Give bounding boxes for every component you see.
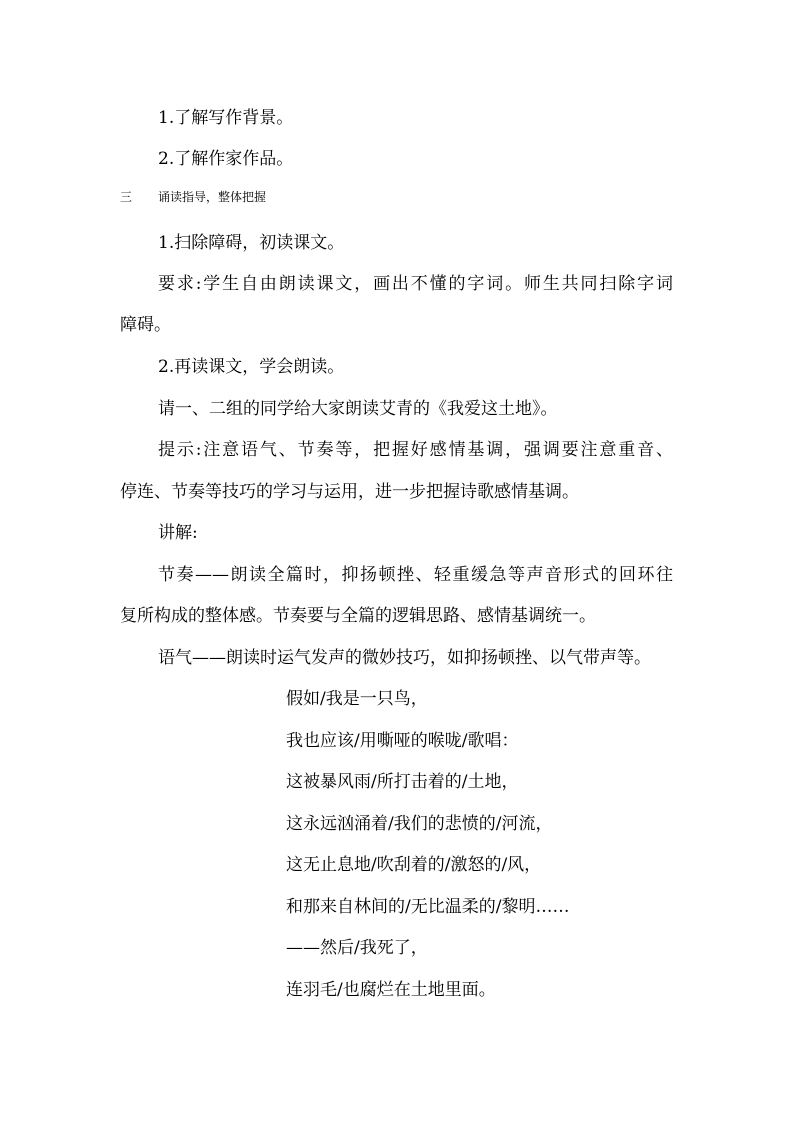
poem-line: 我也应该/用嘶哑的喉咙/歌唱：	[286, 731, 519, 751]
section2-item-1: 1.了解写作背景。	[158, 108, 294, 128]
section3-number: 三	[120, 190, 133, 204]
poem-line: 这被暴风雨/所打击着的/土地，	[286, 772, 519, 792]
poem-line: 连羽毛/也腐烂在土地里面。	[286, 980, 496, 1000]
rhythm-line1: 节奏——朗读全篇时，抑扬顿挫、轻重缓急等声音形式的回环往	[158, 565, 673, 585]
step1-requirement-line1: 要求:学生自由朗读课文，画出不懂的字词。师生共同扫除字词	[158, 274, 673, 294]
poem-line: 假如/我是一只鸟，	[286, 689, 428, 709]
step2-hint-line1: 提示:注意语气、节奏等，把握好感情基调，强调要注意重音、	[158, 440, 673, 460]
step1-title: 1.扫除障碍，初读课文。	[158, 233, 345, 253]
step2-hint-line2: 停连、节奏等技巧的学习与运用，进一步把握诗歌感情基调。	[120, 482, 579, 502]
section3-title: 诵读指导，整体把握	[158, 190, 267, 204]
rhythm-line2: 复所构成的整体感。节奏要与全篇的逻辑思路、感情基调统一。	[120, 606, 596, 626]
section3-heading	[120, 189, 266, 205]
tone-line: 语气——朗读时运气发声的微妙技巧，如抑扬顿挫、以气带声等。	[158, 648, 651, 668]
poem-line: 这无止息地/吹刮着的/激怒的/风，	[286, 855, 542, 875]
explanation-label: 讲解:	[158, 523, 198, 543]
poem-line: ——然后/我死了，	[286, 938, 428, 958]
section2-item-2: 2.了解作家作品。	[158, 149, 294, 169]
step2-invite: 请一、二组的同学给大家朗读艾青的《我爱这土地》。	[158, 399, 558, 419]
step2-title: 2.再读课文，学会朗读。	[158, 357, 345, 377]
step1-requirement-line2: 障碍。	[120, 315, 171, 335]
poem-line: 和那来自林间的/无比温柔的/黎明……	[286, 897, 570, 917]
poem-line: 这永远汹涌着/我们的悲愤的/河流，	[286, 814, 553, 834]
